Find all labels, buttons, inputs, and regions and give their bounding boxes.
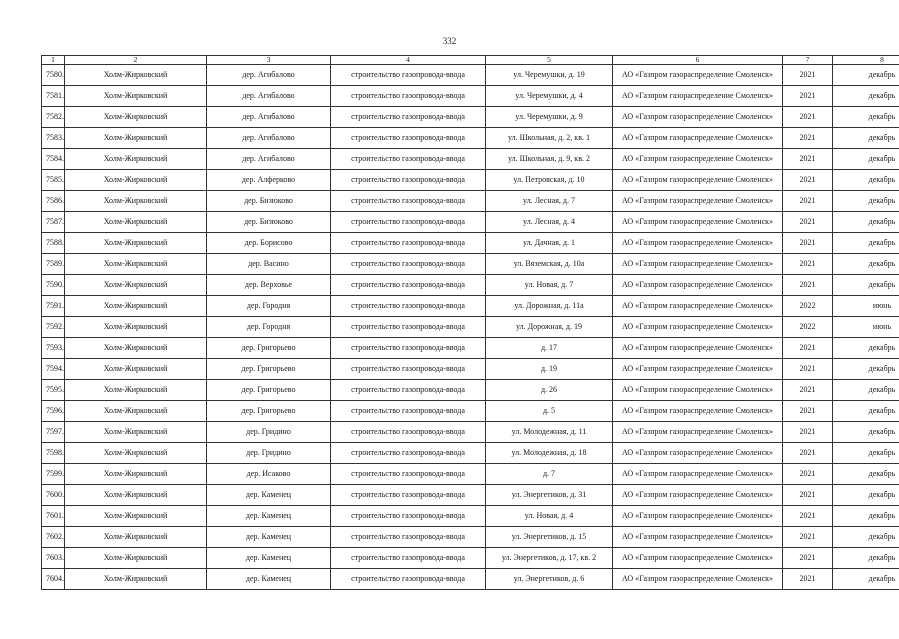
- month-cell: декабрь: [833, 527, 899, 548]
- organization-cell: АО «Газпром газораспределение Смоленск»: [613, 86, 783, 107]
- work-type-cell: строительство газопровода-ввода: [331, 401, 486, 422]
- work-type-cell: строительство газопровода-ввода: [331, 359, 486, 380]
- work-type-cell: строительство газопровода-ввода: [331, 464, 486, 485]
- work-type-cell: строительство газопровода-ввода: [331, 569, 486, 590]
- address-cell: д. 26: [486, 380, 613, 401]
- settlement-cell: дер. Григорьево: [207, 380, 331, 401]
- address-cell: ул. Энергетиков, д. 17, кв. 2: [486, 548, 613, 569]
- settlement-cell: дер. Городня: [207, 317, 331, 338]
- organization-cell: АО «Газпром газораспределение Смоленск»: [613, 275, 783, 296]
- organization-cell: АО «Газпром газораспределение Смоленск»: [613, 527, 783, 548]
- organization-cell: АО «Газпром газораспределение Смоленск»: [613, 107, 783, 128]
- settlement-cell: дер. Григорьево: [207, 359, 331, 380]
- header-row: [42, 56, 899, 65]
- work-type-cell: строительство газопровода-ввода: [331, 317, 486, 338]
- table-row: [42, 443, 899, 464]
- table-row: [42, 275, 899, 296]
- row-number-cell: 7591.: [42, 296, 65, 317]
- month-cell: июнь: [833, 296, 899, 317]
- district-cell: Холм-Жирковский: [65, 338, 207, 359]
- work-type-cell: строительство газопровода-ввода: [331, 128, 486, 149]
- column-header-6: 6: [613, 56, 783, 65]
- work-type-cell: строительство газопровода-ввода: [331, 86, 486, 107]
- address-cell: д. 7: [486, 464, 613, 485]
- address-cell: ул. Черемушки, д. 19: [486, 65, 613, 86]
- month-cell: декабрь: [833, 569, 899, 590]
- table-row: [42, 380, 899, 401]
- year-cell: 2021: [783, 569, 833, 590]
- address-cell: ул. Вяземская, д. 10а: [486, 254, 613, 275]
- work-type-cell: строительство газопровода-ввода: [331, 296, 486, 317]
- organization-cell: АО «Газпром газораспределение Смоленск»: [613, 548, 783, 569]
- year-cell: 2021: [783, 149, 833, 170]
- work-type-cell: строительство газопровода-ввода: [331, 548, 486, 569]
- district-cell: Холм-Жирковский: [65, 254, 207, 275]
- address-cell: д. 19: [486, 359, 613, 380]
- district-cell: Холм-Жирковский: [65, 296, 207, 317]
- district-cell: Холм-Жирковский: [65, 422, 207, 443]
- work-type-cell: строительство газопровода-ввода: [331, 212, 486, 233]
- settlement-cell: дер. Городня: [207, 296, 331, 317]
- column-header-4: 4: [331, 56, 486, 65]
- row-number-cell: 7583.: [42, 128, 65, 149]
- settlement-cell: дер. Агибалово: [207, 107, 331, 128]
- table-row: [42, 149, 899, 170]
- organization-cell: АО «Газпром газораспределение Смоленск»: [613, 212, 783, 233]
- organization-cell: АО «Газпром газораспределение Смоленск»: [613, 170, 783, 191]
- year-cell: 2021: [783, 527, 833, 548]
- year-cell: 2021: [783, 170, 833, 191]
- month-cell: декабрь: [833, 443, 899, 464]
- address-cell: ул. Лесная, д. 7: [486, 191, 613, 212]
- table-row: [42, 191, 899, 212]
- address-cell: ул. Энергетиков, д. 15: [486, 527, 613, 548]
- month-cell: декабрь: [833, 107, 899, 128]
- address-cell: ул. Молодежная, д. 18: [486, 443, 613, 464]
- address-cell: ул. Дорожная, д. 19: [486, 317, 613, 338]
- year-cell: 2022: [783, 317, 833, 338]
- address-cell: ул. Молодежная, д. 11: [486, 422, 613, 443]
- district-cell: Холм-Жирковский: [65, 233, 207, 254]
- year-cell: 2021: [783, 212, 833, 233]
- month-cell: декабрь: [833, 128, 899, 149]
- row-number-cell: 7580.: [42, 65, 65, 86]
- month-cell: декабрь: [833, 212, 899, 233]
- year-cell: 2021: [783, 359, 833, 380]
- table-row: [42, 254, 899, 275]
- table-header: [42, 56, 899, 65]
- district-cell: Холм-Жирковский: [65, 401, 207, 422]
- address-cell: ул. Лесная, д. 4: [486, 212, 613, 233]
- address-cell: ул. Школьная, д. 2, кв. 1: [486, 128, 613, 149]
- table-row: [42, 65, 899, 86]
- table-row: [42, 128, 899, 149]
- settlement-cell: дер. Васино: [207, 254, 331, 275]
- month-cell: декабрь: [833, 254, 899, 275]
- row-number-cell: 7585.: [42, 170, 65, 191]
- table-row: [42, 107, 899, 128]
- address-cell: ул. Школьная, д. 9, кв. 2: [486, 149, 613, 170]
- page-number: 332: [442, 36, 457, 46]
- row-number-cell: 7586.: [42, 191, 65, 212]
- address-cell: д. 17: [486, 338, 613, 359]
- month-cell: декабрь: [833, 191, 899, 212]
- organization-cell: АО «Газпром газораспределение Смоленск»: [613, 296, 783, 317]
- table-body: [42, 65, 899, 590]
- column-header-8: 8: [833, 56, 899, 65]
- year-cell: 2021: [783, 191, 833, 212]
- work-type-cell: строительство газопровода-ввода: [331, 527, 486, 548]
- column-header-7: 7: [783, 56, 833, 65]
- settlement-cell: дер. Гридино: [207, 443, 331, 464]
- year-cell: 2021: [783, 338, 833, 359]
- address-cell: д. 5: [486, 401, 613, 422]
- month-cell: декабрь: [833, 149, 899, 170]
- settlement-cell: дер. Каменец: [207, 569, 331, 590]
- work-type-cell: строительство газопровода-ввода: [331, 485, 486, 506]
- settlement-cell: дер. Бизюково: [207, 212, 331, 233]
- month-cell: декабрь: [833, 65, 899, 86]
- district-cell: Холм-Жирковский: [65, 380, 207, 401]
- month-cell: декабрь: [833, 233, 899, 254]
- organization-cell: АО «Газпром газораспределение Смоленск»: [613, 338, 783, 359]
- settlement-cell: дер. Каменец: [207, 548, 331, 569]
- row-number-cell: 7600.: [42, 485, 65, 506]
- work-type-cell: строительство газопровода-ввода: [331, 275, 486, 296]
- work-type-cell: строительство газопровода-ввода: [331, 443, 486, 464]
- organization-cell: АО «Газпром газораспределение Смоленск»: [613, 128, 783, 149]
- district-cell: Холм-Жирковский: [65, 443, 207, 464]
- organization-cell: АО «Газпром газораспределение Смоленск»: [613, 569, 783, 590]
- month-cell: декабрь: [833, 464, 899, 485]
- table-row: [42, 338, 899, 359]
- month-cell: декабрь: [833, 506, 899, 527]
- year-cell: 2021: [783, 485, 833, 506]
- settlement-cell: дер. Гридино: [207, 422, 331, 443]
- district-cell: Холм-Жирковский: [65, 86, 207, 107]
- row-number-cell: 7589.: [42, 254, 65, 275]
- settlement-cell: дер. Агибалово: [207, 65, 331, 86]
- table-row: [42, 317, 899, 338]
- month-cell: декабрь: [833, 548, 899, 569]
- work-type-cell: строительство газопровода-ввода: [331, 191, 486, 212]
- year-cell: 2021: [783, 86, 833, 107]
- address-cell: ул. Дорожная, д. 11а: [486, 296, 613, 317]
- address-cell: ул. Петровская, д. 10: [486, 170, 613, 191]
- row-number-cell: 7599.: [42, 464, 65, 485]
- table-row: [42, 212, 899, 233]
- month-cell: декабрь: [833, 485, 899, 506]
- row-number-cell: 7602.: [42, 527, 65, 548]
- organization-cell: АО «Газпром газораспределение Смоленск»: [613, 422, 783, 443]
- district-cell: Холм-Жирковский: [65, 275, 207, 296]
- table-row: [42, 548, 899, 569]
- address-cell: ул. Новая, д. 4: [486, 506, 613, 527]
- organization-cell: АО «Газпром газораспределение Смоленск»: [613, 317, 783, 338]
- row-number-cell: 7598.: [42, 443, 65, 464]
- month-cell: декабрь: [833, 275, 899, 296]
- row-number-cell: 7601.: [42, 506, 65, 527]
- year-cell: 2021: [783, 275, 833, 296]
- row-number-cell: 7603.: [42, 548, 65, 569]
- work-type-cell: строительство газопровода-ввода: [331, 422, 486, 443]
- row-number-cell: 7604.: [42, 569, 65, 590]
- table-row: [42, 233, 899, 254]
- address-cell: ул. Энергетиков, д. 6: [486, 569, 613, 590]
- work-type-cell: строительство газопровода-ввода: [331, 338, 486, 359]
- year-cell: 2021: [783, 128, 833, 149]
- address-cell: ул. Черемушки, д. 4: [486, 86, 613, 107]
- settlement-cell: дер. Исаково: [207, 464, 331, 485]
- settlement-cell: дер. Григорьево: [207, 338, 331, 359]
- table-row: [42, 401, 899, 422]
- organization-cell: АО «Газпром газораспределение Смоленск»: [613, 191, 783, 212]
- table-row: [42, 296, 899, 317]
- organization-cell: АО «Газпром газораспределение Смоленск»: [613, 149, 783, 170]
- organization-cell: АО «Газпром газораспределение Смоленск»: [613, 485, 783, 506]
- row-number-cell: 7590.: [42, 275, 65, 296]
- settlement-cell: дер. Верховье: [207, 275, 331, 296]
- year-cell: 2022: [783, 296, 833, 317]
- work-type-cell: строительство газопровода-ввода: [331, 170, 486, 191]
- district-cell: Холм-Жирковский: [65, 128, 207, 149]
- work-type-cell: строительство газопровода-ввода: [331, 107, 486, 128]
- settlement-cell: дер. Каменец: [207, 506, 331, 527]
- row-number-cell: 7584.: [42, 149, 65, 170]
- month-cell: декабрь: [833, 86, 899, 107]
- settlement-cell: дер. Алферково: [207, 170, 331, 191]
- settlement-cell: дер. Борисово: [207, 233, 331, 254]
- year-cell: 2021: [783, 422, 833, 443]
- organization-cell: АО «Газпром газораспределение Смоленск»: [613, 380, 783, 401]
- settlement-cell: дер. Агибалово: [207, 86, 331, 107]
- column-header-1: 1: [42, 56, 65, 65]
- work-type-cell: строительство газопровода-ввода: [331, 149, 486, 170]
- row-number-cell: 7582.: [42, 107, 65, 128]
- district-cell: Холм-Жирковский: [65, 485, 207, 506]
- settlement-cell: дер. Григорьево: [207, 401, 331, 422]
- year-cell: 2021: [783, 548, 833, 569]
- table-row: [42, 359, 899, 380]
- district-cell: Холм-Жирковский: [65, 317, 207, 338]
- table-row: [42, 170, 899, 191]
- row-number-cell: 7592.: [42, 317, 65, 338]
- district-cell: Холм-Жирковский: [65, 212, 207, 233]
- work-type-cell: строительство газопровода-ввода: [331, 506, 486, 527]
- district-cell: Холм-Жирковский: [65, 506, 207, 527]
- organization-cell: АО «Газпром газораспределение Смоленск»: [613, 401, 783, 422]
- year-cell: 2021: [783, 401, 833, 422]
- address-cell: ул. Новая, д. 7: [486, 275, 613, 296]
- row-number-cell: 7588.: [42, 233, 65, 254]
- table-row: [42, 485, 899, 506]
- settlement-cell: дер. Агибалово: [207, 128, 331, 149]
- year-cell: 2021: [783, 65, 833, 86]
- table-row: [42, 527, 899, 548]
- month-cell: декабрь: [833, 401, 899, 422]
- table-row: [42, 86, 899, 107]
- table-row: [42, 464, 899, 485]
- district-cell: Холм-Жирковский: [65, 464, 207, 485]
- row-number-cell: 7594.: [42, 359, 65, 380]
- organization-cell: АО «Газпром газораспределение Смоленск»: [613, 233, 783, 254]
- work-type-cell: строительство газопровода-ввода: [331, 380, 486, 401]
- organization-cell: АО «Газпром газораспределение Смоленск»: [613, 464, 783, 485]
- district-cell: Холм-Жирковский: [65, 548, 207, 569]
- row-number-cell: 7593.: [42, 338, 65, 359]
- settlement-cell: дер. Каменец: [207, 527, 331, 548]
- settlement-cell: дер. Бизюково: [207, 191, 331, 212]
- work-type-cell: строительство газопровода-ввода: [331, 254, 486, 275]
- row-number-cell: 7587.: [42, 212, 65, 233]
- address-cell: ул. Энергетиков, д. 31: [486, 485, 613, 506]
- year-cell: 2021: [783, 107, 833, 128]
- address-cell: ул. Черемушки, д. 9: [486, 107, 613, 128]
- gas-connection-table: [41, 55, 899, 590]
- address-cell: ул. Дачная, д. 1: [486, 233, 613, 254]
- district-cell: Холм-Жирковский: [65, 170, 207, 191]
- organization-cell: АО «Газпром газораспределение Смоленск»: [613, 65, 783, 86]
- organization-cell: АО «Газпром газораспределение Смоленск»: [613, 506, 783, 527]
- year-cell: 2021: [783, 464, 833, 485]
- organization-cell: АО «Газпром газораспределение Смоленск»: [613, 443, 783, 464]
- month-cell: декабрь: [833, 170, 899, 191]
- row-number-cell: 7581.: [42, 86, 65, 107]
- column-header-3: 3: [207, 56, 331, 65]
- row-number-cell: 7597.: [42, 422, 65, 443]
- district-cell: Холм-Жирковский: [65, 569, 207, 590]
- settlement-cell: дер. Агибалово: [207, 149, 331, 170]
- district-cell: Холм-Жирковский: [65, 149, 207, 170]
- month-cell: декабрь: [833, 338, 899, 359]
- row-number-cell: 7596.: [42, 401, 65, 422]
- column-header-2: 2: [65, 56, 207, 65]
- month-cell: декабрь: [833, 422, 899, 443]
- work-type-cell: строительство газопровода-ввода: [331, 65, 486, 86]
- month-cell: декабрь: [833, 380, 899, 401]
- table-row: [42, 422, 899, 443]
- table-row: [42, 506, 899, 527]
- year-cell: 2021: [783, 380, 833, 401]
- district-cell: Холм-Жирковский: [65, 191, 207, 212]
- year-cell: 2021: [783, 233, 833, 254]
- organization-cell: АО «Газпром газораспределение Смоленск»: [613, 359, 783, 380]
- settlement-cell: дер. Каменец: [207, 485, 331, 506]
- month-cell: декабрь: [833, 359, 899, 380]
- district-cell: Холм-Жирковский: [65, 107, 207, 128]
- district-cell: Холм-Жирковский: [65, 65, 207, 86]
- year-cell: 2021: [783, 254, 833, 275]
- year-cell: 2021: [783, 443, 833, 464]
- column-header-5: 5: [486, 56, 613, 65]
- district-cell: Холм-Жирковский: [65, 359, 207, 380]
- month-cell: июнь: [833, 317, 899, 338]
- table-row: [42, 569, 899, 590]
- district-cell: Холм-Жирковский: [65, 527, 207, 548]
- year-cell: 2021: [783, 506, 833, 527]
- row-number-cell: 7595.: [42, 380, 65, 401]
- work-type-cell: строительство газопровода-ввода: [331, 233, 486, 254]
- organization-cell: АО «Газпром газораспределение Смоленск»: [613, 254, 783, 275]
